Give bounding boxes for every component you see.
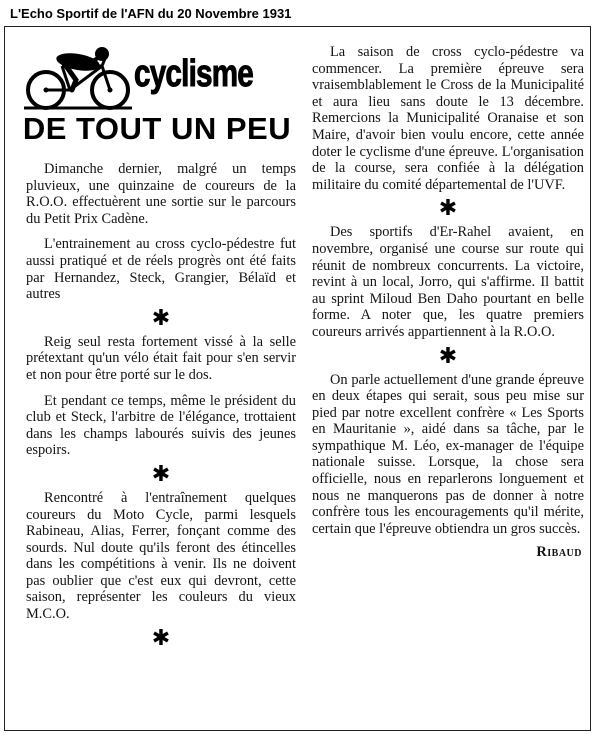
separator-asterisk: ✱ bbox=[151, 305, 171, 331]
paragraph: On parle actuellement d'une grande épreuve en deux étapes qui serait, sous peu mise sur pied par notre excellent confrère « Les Sports en Mauritanie », aidé dans sa tâche, par le sympathique M. Léo, ex-manager de l'équipe nationale suisse. Lorsque, la chose sera officielle, nous en reparlerons longuement et nous ne manquerons pas de donner à notre confrère tous les encouragements qu'il mérite, certain que l'épreuve obtiendra un gros succès. bbox=[312, 371, 584, 537]
separator-asterisk: ✱ bbox=[438, 343, 458, 369]
separator-asterisk: ✱ bbox=[151, 625, 171, 651]
paragraph: Dimanche dernier, malgré un temps pluvieux, une quinzaine de coureurs de la R.O.O. effectuèrent une sortie sur le parcours du Petit Prix Cadène. bbox=[26, 161, 296, 227]
paragraph: L'entrainement au cross cyclo-pédestre fut aussi pratiqué et de réels progrès ont été faits par Hernandez, Steck, Grangier, Bélaïd et autres bbox=[26, 236, 296, 303]
headline: DE TOUT UN PEU bbox=[22, 111, 292, 146]
author-signature: Ribaud bbox=[536, 544, 582, 561]
paragraph: Des sportifs d'Er-Rahel avaient, en novembre, organisé une course sur route qui réunit de nombreux concurrents. La victoire, revint à un local, Jorro, qui s'affirme. Il battit au sprint Miloud Ben Daho pourtant en belle forme. A noter que, les quatre premiers coureurs arrivés appartiennent à la R.O.O. bbox=[312, 224, 584, 340]
masthead bbox=[22, 40, 292, 150]
paragraph: Rencontré à l'entraînement quelques coureurs du Moto Cycle, parmi lesquels Rabineau, Alias, Ferrer, fonçant comme des sourds. Nul doute qu'ils feront des étincelles dans les compétitions à venir. Ils ne doivent pas oublier que c'est eux qui devront, cette saison, représenter les couleurs du vieux M.C.O. bbox=[26, 489, 296, 623]
cyclist-icon bbox=[22, 44, 134, 112]
separator-asterisk: ✱ bbox=[438, 196, 458, 222]
paragraph: La saison de cross cyclo-pédestre va commencer. La première épreuve sera vraisemblablement le Cross de la Municipalité et aura lieu sans doute le 13 décembre. Remercions la Municipalité Oranaise et son Maire, d'avoir bien voulu encore, cette année doter le cyclisme d'une épreuve. L'organisation de la course, sera confiée à la délégation militaire du comité départemental de l'UVF. bbox=[312, 44, 584, 193]
right-column bbox=[312, 44, 584, 561]
section-title: cyclisme bbox=[134, 53, 254, 95]
paragraph: Reig seul resta fortement vissé à la selle prétextant qu'un vélo était fait pour s'en servir et non pour être porté sur le dos. bbox=[26, 333, 296, 383]
source-line: L'Echo Sportif de l'AFN du 20 Novembre 1931 bbox=[10, 6, 292, 21]
separator-asterisk: ✱ bbox=[151, 461, 171, 487]
paragraph: Et pendant ce temps, même le président du club et Steck, l'arbitre de l'élégance, trottaient dans les champs labourés suivis des jeunes espoirs. bbox=[26, 392, 296, 459]
left-column bbox=[26, 161, 296, 654]
